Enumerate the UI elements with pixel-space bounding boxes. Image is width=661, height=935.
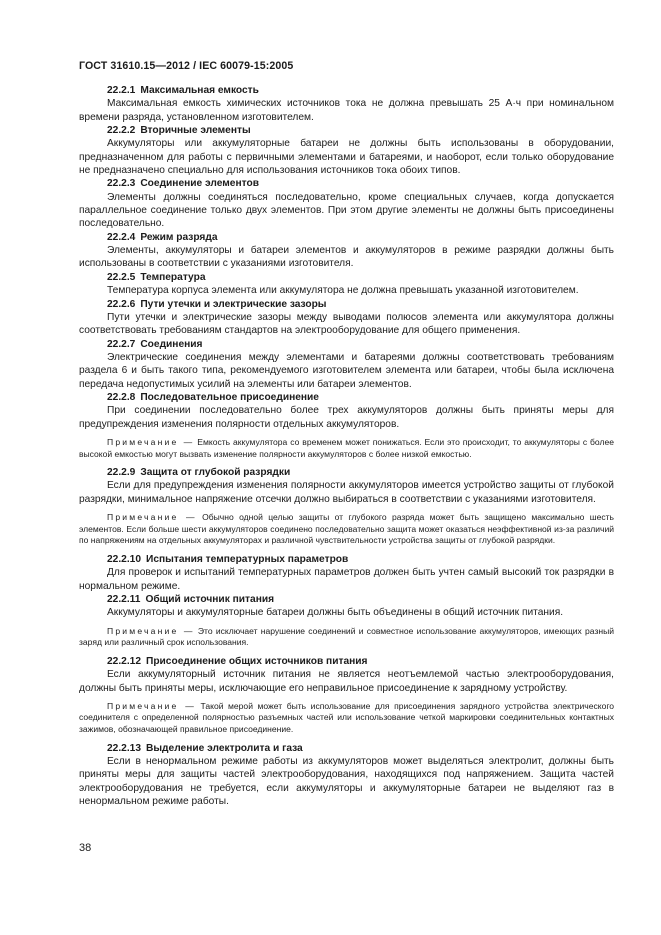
section-text: Аккумуляторы или аккумуляторные батареи не должны быть использованы в оборудовании, предназначенном для работы с первичными элементами и батареями, и наоборот, если только оборудование не предназначено специально для использования источников тока обоих типов. <box>79 138 614 177</box>
section-heading: 22.2.9 Защита от глубокой разрядки <box>107 467 291 479</box>
section-text: Если в ненормальном режиме работы из аккумуляторов может выделяться электролит, должны быть приняты меры для защиты частей электрооборудования, находящихся под напряжением. Защита частей электрооборудования не требуется, если аккумуляторы и аккумуляторные батареи не выделяют газ в ненормальном режиме работы. <box>79 756 614 808</box>
section-heading: 22.2.8 Последовательное присоединение <box>107 391 319 403</box>
document-body <box>79 84 614 808</box>
section-heading: 22.2.1 Максимальная емкость <box>107 85 259 96</box>
note: Примечание — Емкость аккумулятора со временем может понижаться. Если это происходит, то аккумуляторы с более высокой емкостью могут вызвать изменение полярности аккумуляторов с более низкой емкостью. <box>79 436 614 459</box>
page-number: 38 <box>79 842 92 854</box>
section-text: Если аккумуляторный источник питания не является неотъемлемой частью электрооборудования, должны быть приняты меры, исключающие его неправильное присоединение к зарядному устройству. <box>79 669 614 694</box>
section-text: Пути утечки и электрические зазоры между выводами полюсов элемента или аккумулятора должны соответствовать требованиям стандартов на электрооборудование для общего применения. <box>79 311 614 337</box>
section-heading: 22.2.13 Выделение электролита и газа <box>107 742 303 754</box>
section-text: Если для предупреждения изменения полярности аккумуляторов имеется устройство защиты от глубокой разрядки, минимальное напряжение отсечки должно выбираться в соответствии с указаниями изготовителя. <box>79 480 614 505</box>
section-heading: 22.2.2 Вторичные элементы <box>107 125 251 137</box>
section-text: Максимальная емкость химических источников тока не должна превышать 25 А·ч при номинальном времени разряда, установленном изготовителем. <box>79 98 614 123</box>
section-text: Элементы, аккумуляторы и батареи элементов и аккумуляторов в режиме разрядки должны быть использованы в соответствии с указаниями изготовителя. <box>79 245 614 270</box>
section-heading: 22.2.12 Присоединение общих источников питания <box>107 655 368 667</box>
section-heading: 22.2.6 Пути утечки и электрические зазоры <box>107 298 327 310</box>
section-text: Электрические соединения между элементами и батареями должны соответствовать требованиям раздела 6 и быть такого типа, рекомендуемого изготовителем элемента или батареи, чтобы была исключена передача недопустимых усилий на элементы или батареи элементов. <box>79 351 614 390</box>
section-heading: 22.2.5 Температура <box>107 271 206 283</box>
note: Примечание — Это исключает нарушение соединений и совместное использование аккумуляторов, имеющих разный заряд или различный срок использования. <box>79 625 615 648</box>
section-text: Температура корпуса элемента или аккумулятора не должна превышать указанной изготовителем. <box>107 285 579 297</box>
note: Примечание — Такой мерой может быть использование для присоединения зарядного устройства электрического соединителя с определенной полярностью разъемных частей или использование четкой маркировки соединительных контактных зажимов, обозначающей правильное присоединение. <box>79 700 615 735</box>
section-heading: 22.2.3 Соединение элементов <box>107 178 259 190</box>
section-text: Для проверок и испытаний температурных параметров должен быть учтен самый высокий ток разрядки в нормальном режиме. <box>79 567 614 592</box>
section-heading: 22.2.7 Соединения <box>107 338 203 350</box>
section-text: Аккумуляторы и аккумуляторные батареи должны быть объединены в общий источник питания. <box>107 607 564 619</box>
section-heading: 22.2.4 Режим разряда <box>107 231 218 243</box>
section-heading: 22.2.11 Общий источник питания <box>107 593 275 605</box>
note: Примечание — Обычно одной целью защиты от глубокого разряда может быть защищено максимально шесть элементов. Если больше шести аккумуляторов соединено последовательно защита может оказаться неэффективной из-за различий по напряжениям на отдельных аккумуляторах и различной чувствительности устройства защиты от глубокой разрядки. <box>79 512 615 546</box>
page-header: ГОСТ 31610.15—2012 / IEC 60079-15:2005 <box>79 60 294 72</box>
section-heading: 22.2.10 Испытания температурных параметров <box>107 553 349 565</box>
section-text: Элементы должны соединяться последовательно, кроме специальных случаев, когда допускается параллельное соединение только двух элементов. При этом другие элементы не должны быть присоединены последовательно. <box>79 191 614 230</box>
section-text: При соединении последовательно более трех аккумуляторов должны быть приняты меры для предупреждения изменения полярности отдельных аккумуляторов. <box>79 405 614 430</box>
